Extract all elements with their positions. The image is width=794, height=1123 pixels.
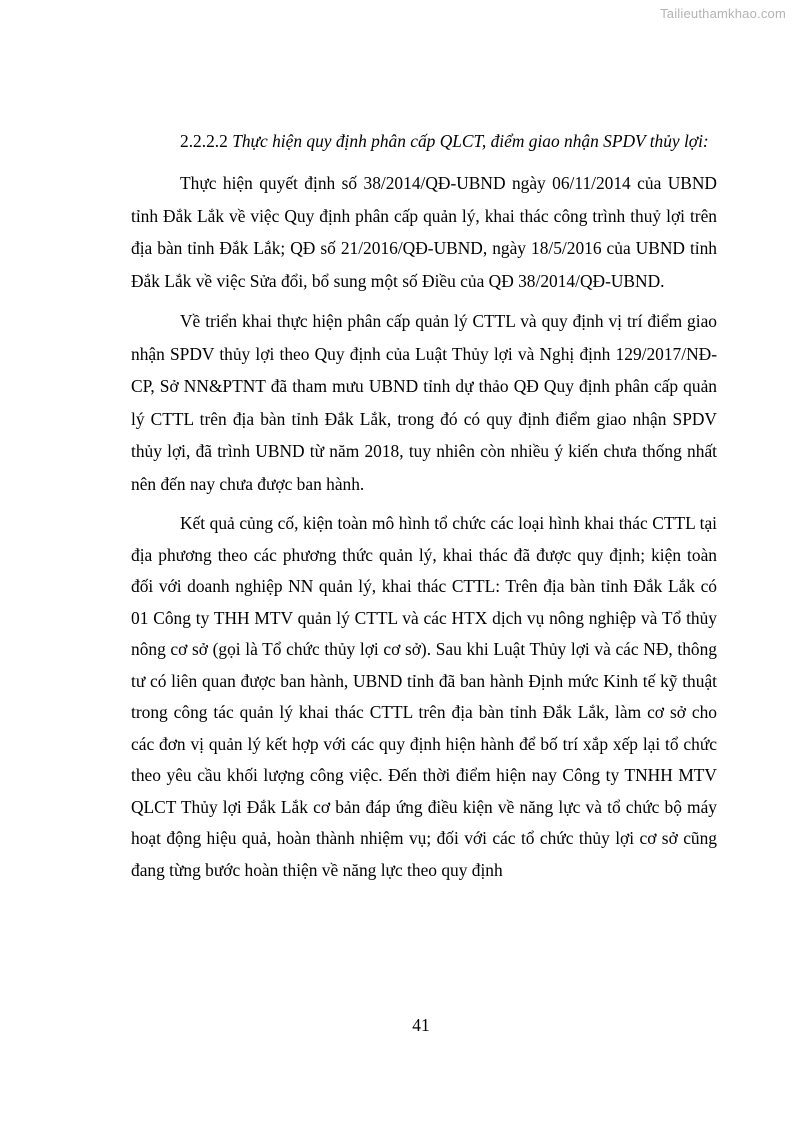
paragraph-results: Kết quả củng cố, kiện toàn mô hình tổ chức các loại hình khai thác CTTL tại địa phương theo các phương thức quản lý, khai thác đã được quy định; kiện toàn đối với doanh nghiệp NN quản lý, khai thác CTTL: Trên địa bàn tỉnh Đắk Lắk có 01 Công ty THH MTV quản lý CTTL và các HTX dịch vụ nông nghiệp và Tổ thủy nông cơ sở (gọi là Tổ chức thủy lợi cơ sở). Sau khi Luật Thủy lợi và các NĐ, thông tư có liên quan được ban hành, UBND tỉnh đã ban hành Định mức Kinh tế kỹ thuật trong công tác quản lý khai thác CTTL trên địa bàn tỉnh Đắk Lắk, làm cơ sở cho các đơn vị quản lý kết hợp với các quy định hiện hành để bố trí xắp xếp lại tổ chức theo yêu cầu khối lượng công việc. Đến thời điểm hiện nay Công ty TNHH MTV QLCT Thủy lợi Đắk Lắk cơ bản đáp ứng điều kiện về năng lực và tổ chức bộ máy hoạt động hiệu quả, hoàn thành nhiệm vụ; đối với các tổ chức thủy lợi cơ sở cũng đang từng bước hoàn thiện về năng lực theo quy định bbox=[131, 513, 717, 880]
watermark-text: Tailieuthamkhao.com bbox=[660, 6, 786, 21]
page-number: 41 bbox=[412, 1015, 430, 1035]
section-number: 2.2.2.2 bbox=[180, 131, 228, 151]
section-heading bbox=[131, 128, 717, 155]
section-title: Thực hiện quy định phân cấp QLCT, điểm giao nhận SPDV thủy lợi: bbox=[232, 131, 709, 151]
document-body bbox=[131, 128, 717, 886]
paragraph-decentralization: Về triển khai thực hiện phân cấp quản lý CTTL và quy định vị trí điểm giao nhận SPDV thủy lợi theo Quy định của Luật Thủy lợi và Nghị định 129/2017/NĐ-CP, Sở NN&PTNT đã tham mưu UBND tỉnh dự thảo QĐ Quy định phân cấp quản lý CTTL trên địa bàn tỉnh Đắk Lắk, trong đó có quy định điểm giao nhận SPDV thủy lợi, đã trình UBND từ năm 2018, tuy nhiên còn nhiều ý kiến chưa thống nhất nên đến nay chưa được ban hành. bbox=[131, 311, 717, 494]
paragraph-decision: Thực hiện quyết định số 38/2014/QĐ-UBND ngày 06/11/2014 của UBND tỉnh Đắk Lắk về việc Quy định phân cấp quản lý, khai thác công trình thuỷ lợi trên địa bàn tỉnh Đắk Lắk; QĐ số 21/2016/QĐ-UBND, ngày 18/5/2016 của UBND tỉnh Đắk Lắk về việc Sửa đổi, bổ sung một số Điều của QĐ 38/2014/QĐ-UBND. bbox=[131, 173, 717, 291]
